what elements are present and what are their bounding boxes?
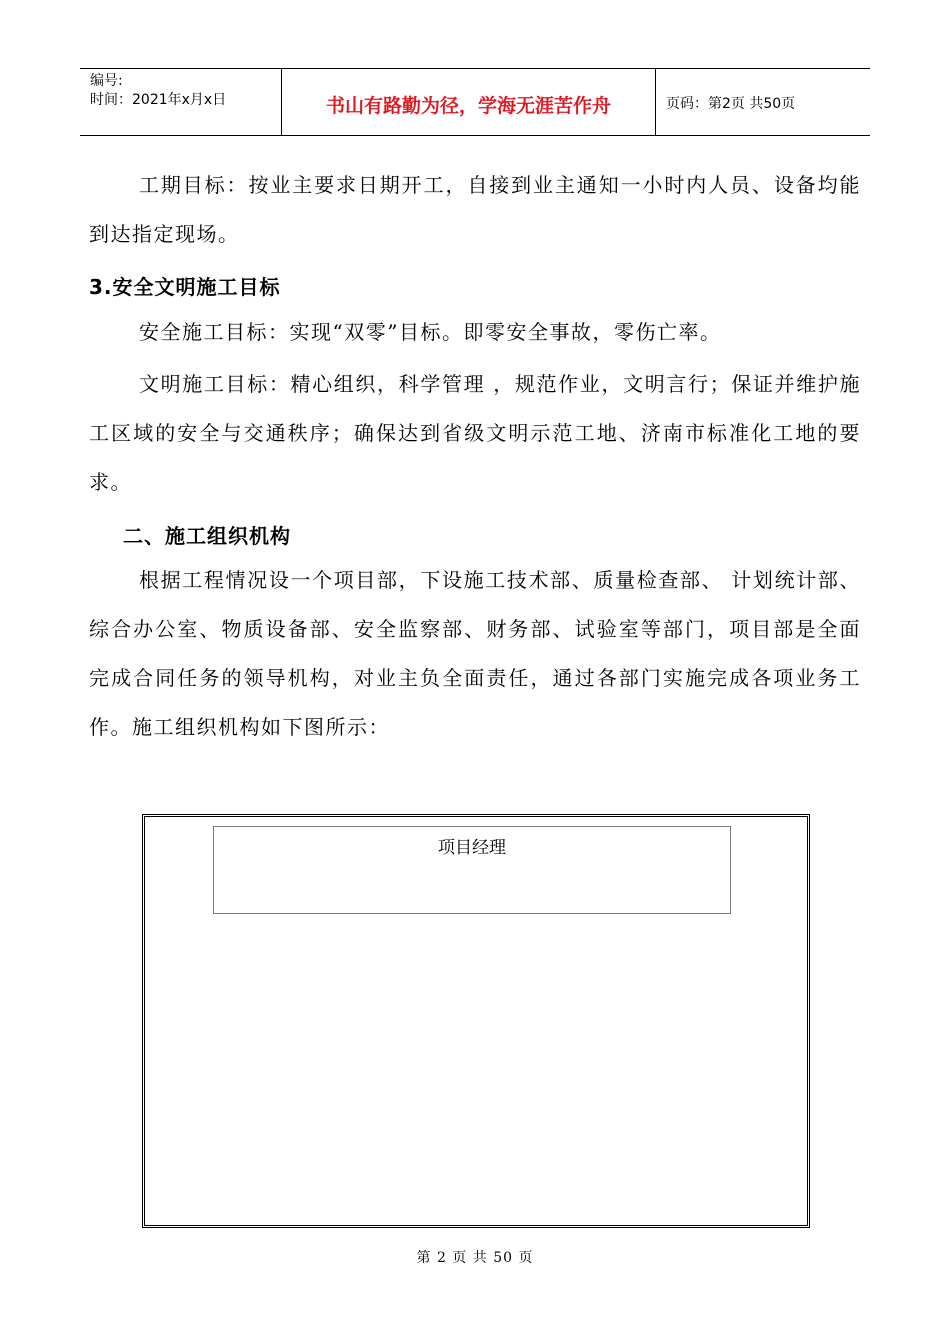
organization-paragraph: 根据工程情况设一个项目部，下设施工技术部、质量检查部、 计划统计部、综合办公室、物质设备部、安全监察部、财务部、试验室等部门，项目部是全面完成合同任务的领导机构，对业主负全面责任，通过各部门实施完成各项业务工作。施工组织机构如下图所示： (89, 568, 861, 739)
section-heading-organization: 二、施工组织机构 (123, 524, 291, 548)
header-page-number: 页码：第2页 共50页 (666, 96, 796, 112)
header-info-cell (80, 69, 282, 135)
page-footer: 第 2 页 共 50 页 (416, 1250, 534, 1266)
document-number-label: 编号: (90, 73, 123, 89)
section-heading-safety-goals: 3.安全文明施工目标 (89, 275, 281, 299)
document-date-label: 时间：2021年x月x日 (90, 92, 227, 108)
header-motto: 书山有路勤为径，学海无涯苦作舟 (325, 95, 611, 117)
header-motto-cell (282, 69, 656, 135)
schedule-goal-paragraph: 工期目标：按业主要求日期开工，自接到业主通知一小时内人员、设备均能到达指定现场。 (89, 173, 861, 246)
safety-goal-paragraph: 安全施工目标：实现“双零”目标。即零安全事故，零伤亡率。 (139, 320, 722, 344)
org-chart-project-manager-box (213, 826, 731, 914)
civilized-construction-paragraph: 文明施工目标：精心组织，科学管理 ，规范作业，文明言行；保证并维护施工区域的安全与交通秩序；确保达到省级文明示范工地、济南市标准化工地的要求。 (89, 372, 861, 494)
header-page-cell (656, 69, 870, 135)
page-header (80, 68, 870, 136)
org-chart-project-manager-label: 项目经理 (438, 838, 506, 858)
